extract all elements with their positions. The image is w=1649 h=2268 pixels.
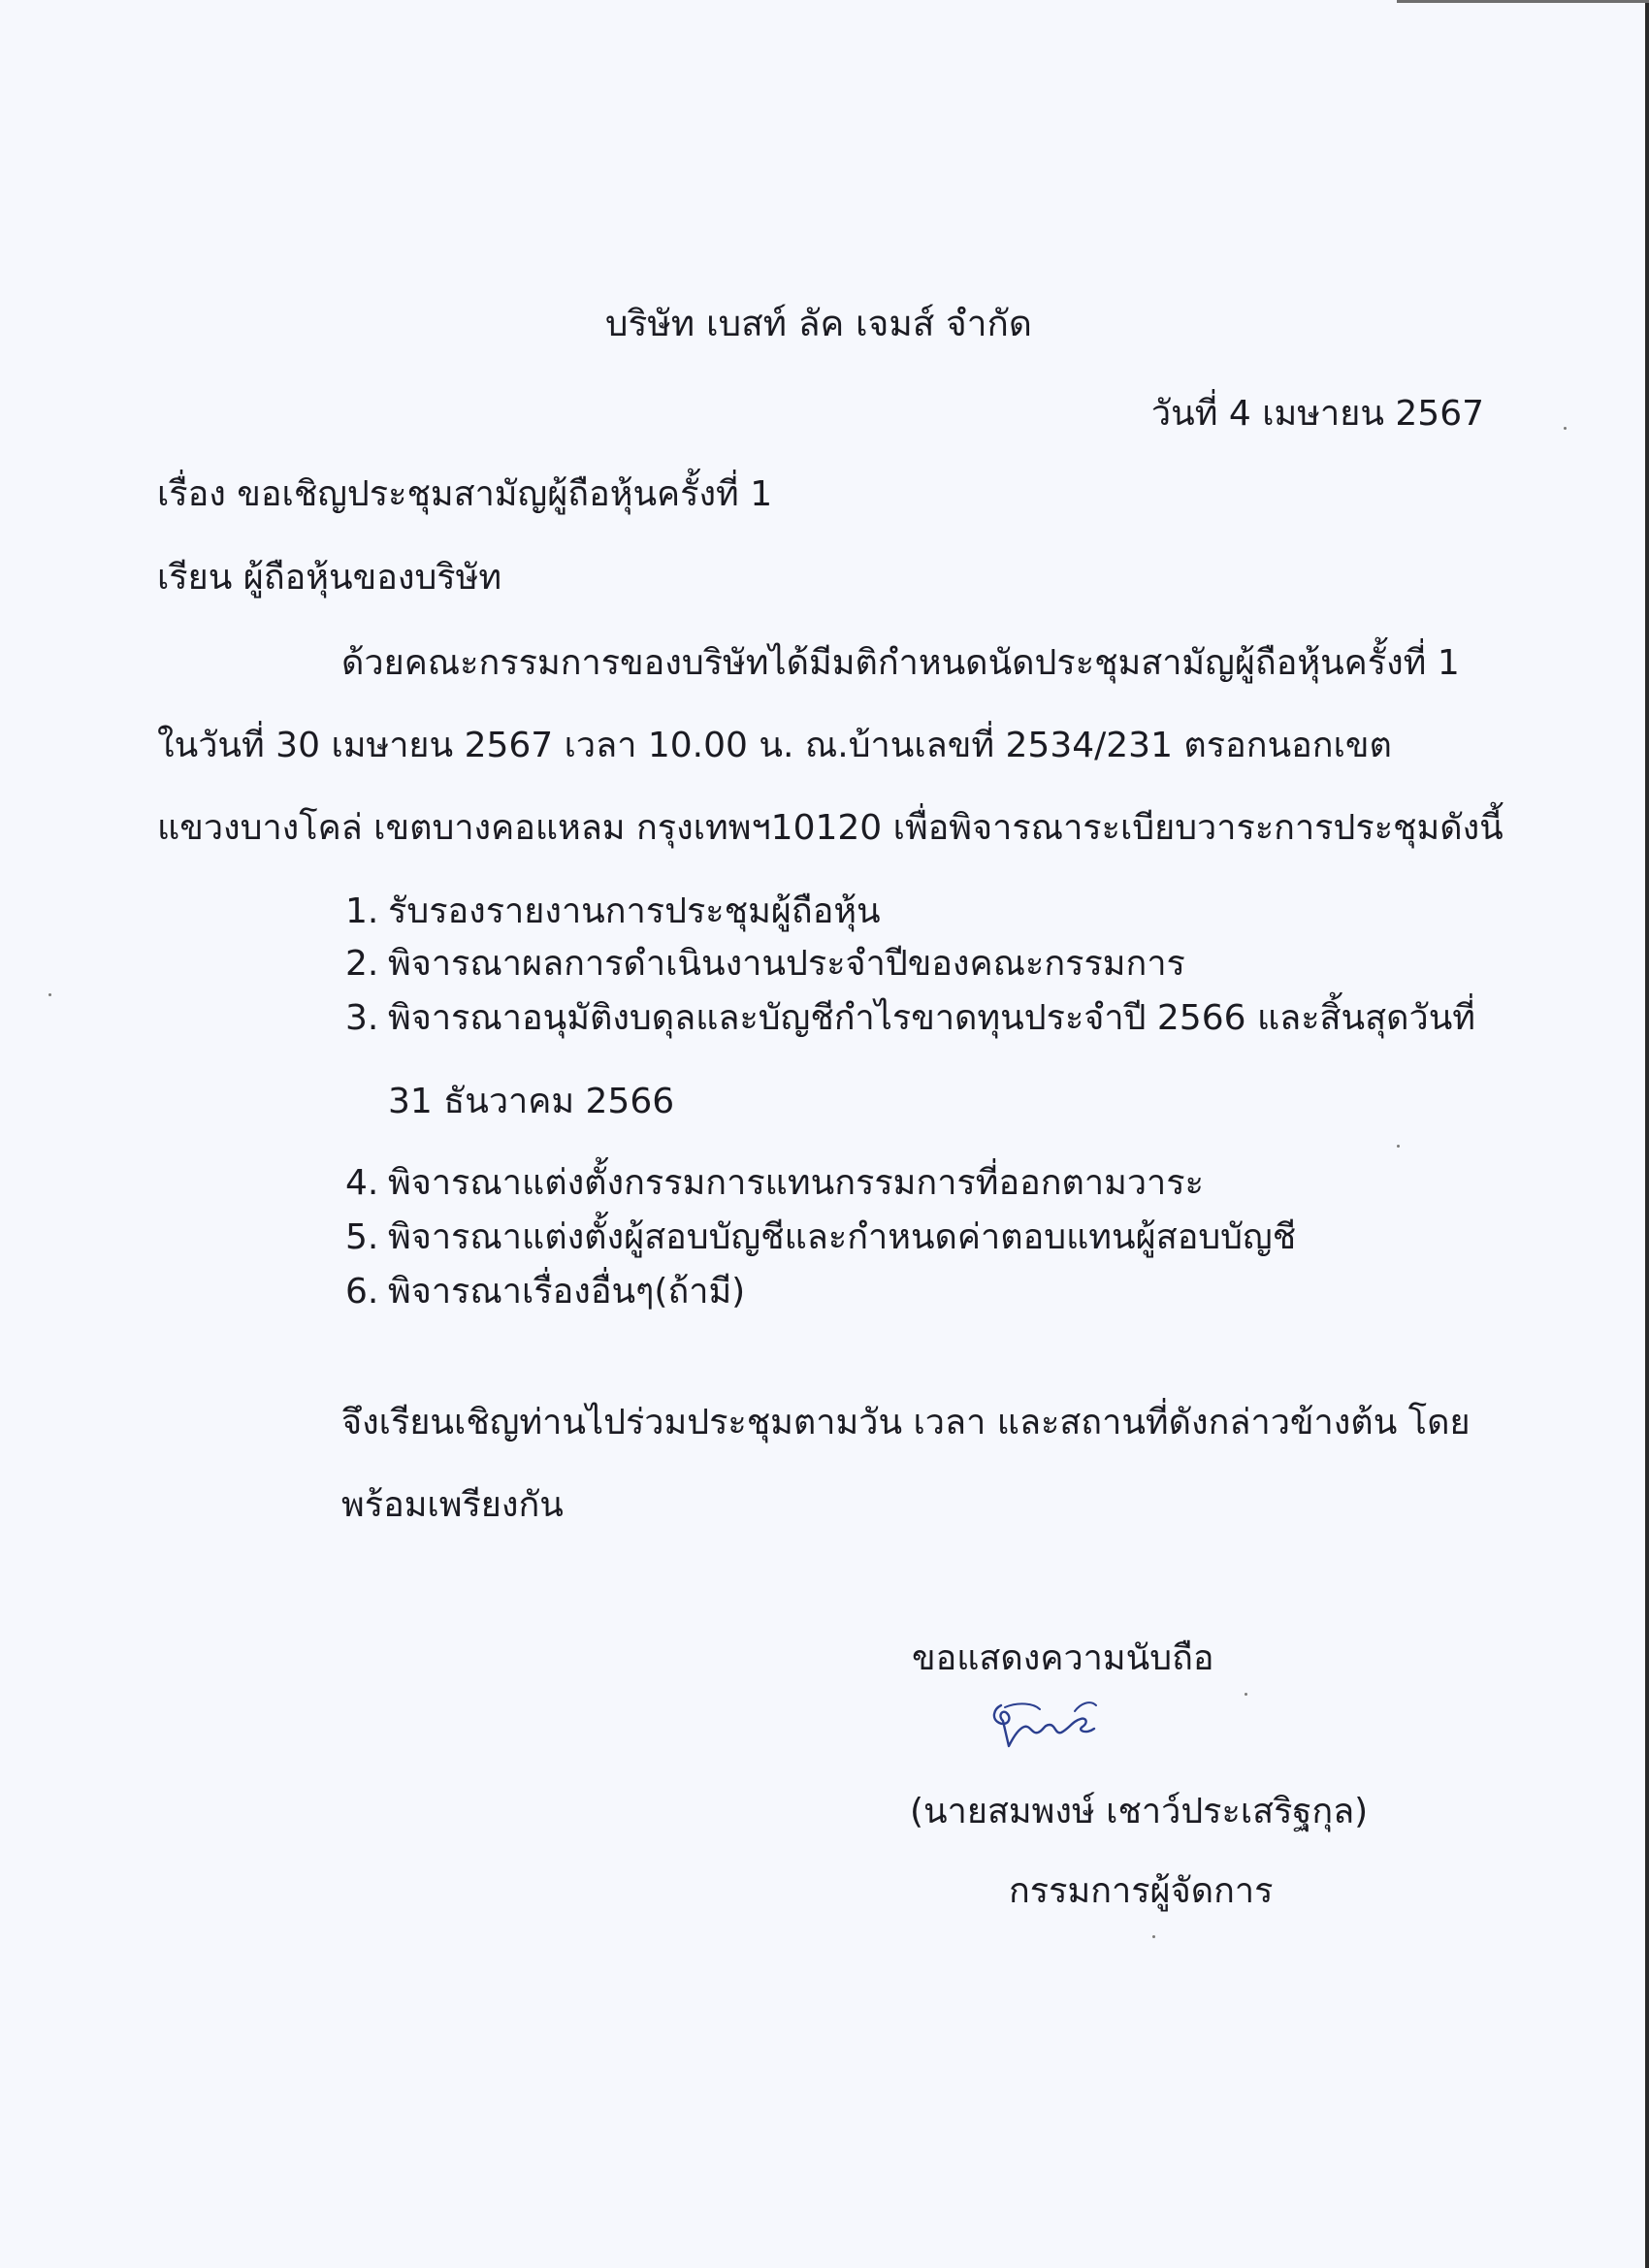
agenda-number: 3. xyxy=(345,998,379,1038)
scan-edge-top xyxy=(1397,0,1649,3)
letter-date: วันที่ 4 เมษายน 2567 xyxy=(1150,394,1484,434)
body-line-2: ในวันที่ 30 เมษายน 2567 เวลา 10.00 น. ณ.บ้านเลขที่ 2534/231 ตรอกนอกเขต xyxy=(157,726,1392,765)
agenda-text: พิจารณาผลการดำเนินงานประจำปีของคณะกรรมการ xyxy=(388,944,1185,984)
agenda-text: พิจารณาแต่งตั้งผู้สอบบัญชีและกำหนดค่าตอบแทนผู้สอบบัญชี xyxy=(388,1217,1297,1257)
body-line-3: แขวงบางโคล่ เขตบางคอแหลม กรุงเทพฯ10120 เพื่อพิจารณาระเบียบวาระการประชุมดังนี้ xyxy=(157,808,1504,848)
agenda-item xyxy=(345,1271,745,1313)
scan-speck xyxy=(1245,1693,1247,1696)
closing-line-2: พร้อมเพรียงกัน xyxy=(341,1485,564,1525)
agenda-text: พิจารณาเรื่องอื่นๆ(ถ้ามี) xyxy=(388,1272,746,1312)
agenda-item xyxy=(345,891,881,933)
letter-recipient: เรียน ผู้ถือหุ้นของบริษัท xyxy=(157,558,502,598)
closing-line-1: จึงเรียนเชิญท่านไปร่วมประชุมตามวัน เวลา และสถานที่ดังกล่าวข้างต้น โดย xyxy=(341,1403,1471,1442)
agenda-item-continuation xyxy=(345,1081,674,1123)
regards-text: ขอแสดงความนับถือ xyxy=(912,1638,1214,1678)
agenda-number: 2. xyxy=(345,944,379,984)
agenda-number: 4. xyxy=(345,1163,379,1203)
scan-speck xyxy=(1152,1935,1155,1938)
signatory-title: กรรมการผู้จัดการ xyxy=(1009,1871,1274,1911)
agenda-text: 31 ธันวาคม 2566 xyxy=(388,1082,675,1121)
handwritten-signature xyxy=(980,1686,1154,1764)
scan-speck xyxy=(1397,1145,1400,1148)
company-name: บริษัท เบสท์ ลัค เจมส์ จำกัด xyxy=(605,303,1032,344)
scan-speck xyxy=(48,993,51,996)
letter-subject: เรื่อง ขอเชิญประชุมสามัญผู้ถือหุ้นครั้งที่ 1 xyxy=(157,474,773,514)
scan-speck xyxy=(1564,427,1567,430)
agenda-item xyxy=(345,1216,1296,1259)
agenda-text: พิจารณาอนุมัติงบดุลและบัญชีกำไรขาดทุนประจำปี 2566 และสิ้นสุดวันที่ xyxy=(388,998,1476,1038)
agenda-item xyxy=(345,943,1185,986)
signatory-name: (นายสมพงษ์ เชาว์ประเสริฐกุล) xyxy=(910,1792,1369,1831)
agenda-number: 1. xyxy=(345,891,379,931)
agenda-number: 6. xyxy=(345,1272,379,1312)
body-line-1: ด้วยคณะกรรมการของบริษัทได้มีมติกำหนดนัดประชุมสามัญผู้ถือหุ้นครั้งที่ 1 xyxy=(341,643,1460,683)
agenda-number: 5. xyxy=(345,1217,379,1257)
agenda-text: พิจารณาแต่งตั้งกรรมการแทนกรรมการที่ออกตามวาระ xyxy=(388,1163,1204,1203)
agenda-text: รับรองรายงานการประชุมผู้ถือหุ้น xyxy=(388,891,881,931)
agenda-item xyxy=(345,1162,1204,1205)
agenda-item xyxy=(345,997,1475,1040)
